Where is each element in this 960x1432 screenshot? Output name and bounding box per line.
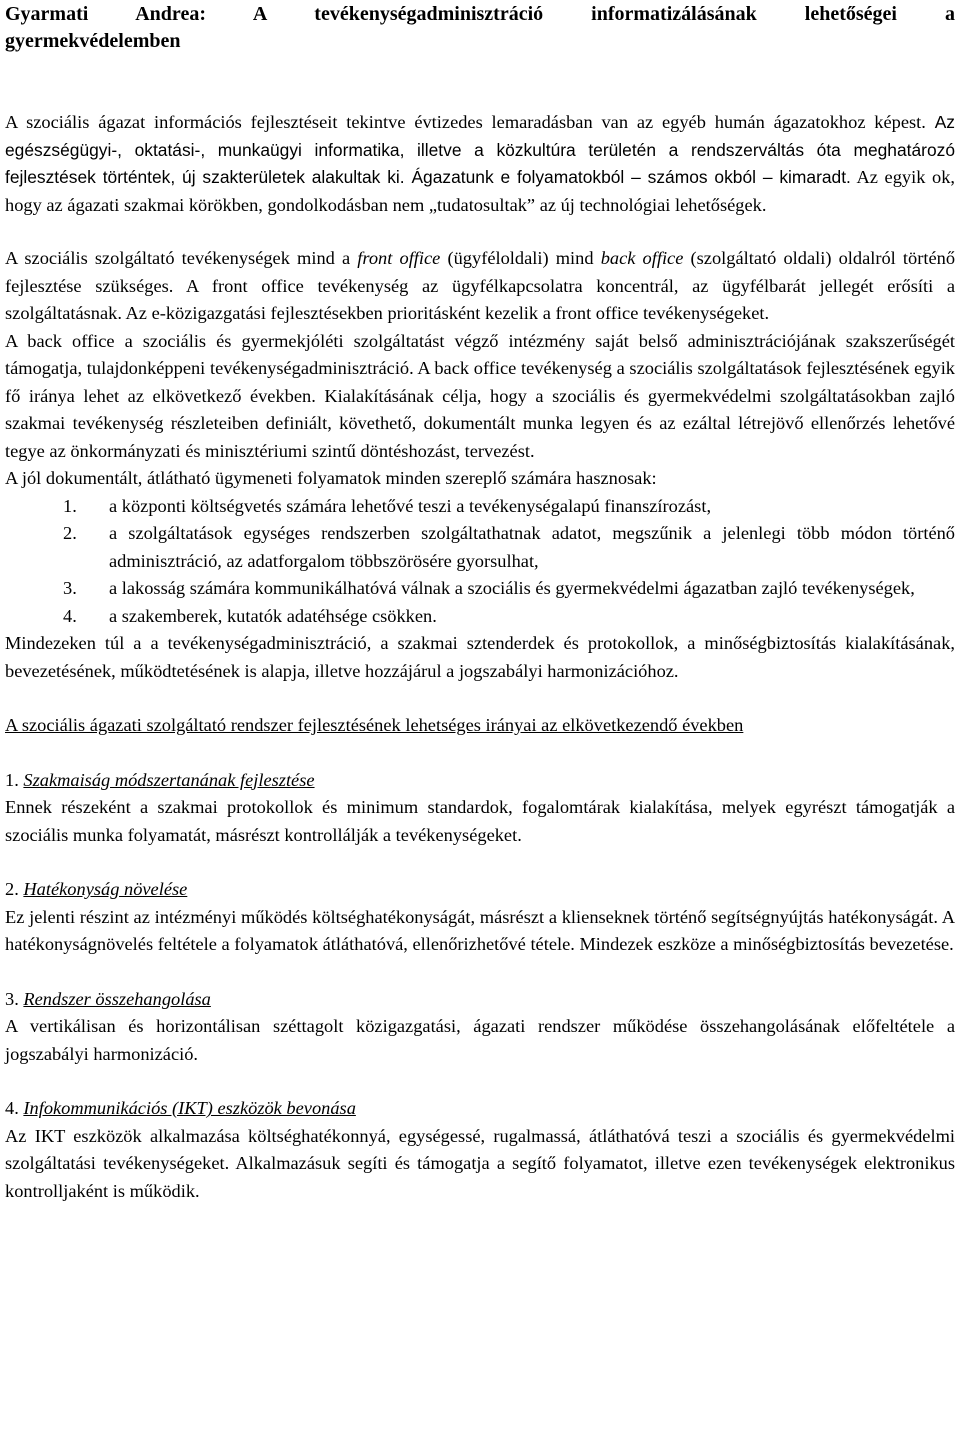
subsection-number: 1. <box>5 769 24 790</box>
list-item-text: a szakemberek, kutatók adatéhsége csökken. <box>109 605 437 626</box>
list-item-number: 4. <box>63 605 77 626</box>
subsection-body: A vertikálisan és horizontálisan széttagolt közigazgatási, ágazati rendszer működése összehangolásának előfeltétele a jogszabályi harmonizáció. <box>5 1016 955 1064</box>
intro-part-1: A szociális ágazat információs fejlesztéseit tekintve évtizedes lemaradásban van az egyéb humán ágazatokhoz képest. <box>5 112 935 132</box>
list-item-text: a lakosság számára kommunikálhatóvá válnak a szociális és gyermekvédelmi ágazatban zajló tevékenységek, <box>109 578 915 598</box>
list-item <box>5 493 955 521</box>
subsection-1 <box>5 767 955 850</box>
list-item <box>5 520 955 575</box>
list-item-number: 3. <box>63 578 77 598</box>
list-item-text: a központi költségvetés számára lehetővé teszi a tevékenységalapú finanszírozást, <box>109 495 712 516</box>
spacer <box>5 1068 955 1095</box>
section-heading: A szociális ágazati szolgáltató rendszer fejlesztésének lehetséges irányai az elkövetkezendő években <box>5 715 744 735</box>
subsection-number: 2. <box>5 879 24 899</box>
title-line-1: Gyarmati Andrea: A tevékenységadminisztráció informatizálásának lehetőségei a <box>5 3 955 25</box>
spacer <box>5 740 955 767</box>
title-line-2: gyermekvédelemben <box>5 30 181 52</box>
subsection-heading <box>5 876 955 904</box>
spacer <box>5 685 955 712</box>
spacer <box>5 219 955 245</box>
list-intro: A jól dokumentált, átlátható ügymeneti folyamatok minden szereplő számára hasznosak: <box>5 468 657 488</box>
document-page <box>5 0 955 1205</box>
subsection-number: 4. <box>5 1098 24 1118</box>
spacer <box>5 959 955 986</box>
subsection-title: Hatékonyság növelése <box>23 879 188 899</box>
subsection-heading <box>5 1095 955 1123</box>
spacer <box>5 849 955 876</box>
list-item-number: 2. <box>63 523 77 543</box>
front-back-office-paragraph <box>5 245 955 328</box>
subsection-2 <box>5 876 955 959</box>
subsection-body: Ennek részeként a szakmai protokollok és minimum standardok, fogalomtárak kialakítása, melyek egyrészt támogatják a szociális munka folyamatát, másrészt kontrollálják a tevékenységeket. <box>5 797 955 845</box>
document-title <box>5 0 955 55</box>
back-office-paragraph: A back office a szociális és gyermekjóléti szolgáltatást végző intézmény saját belső adminisztrációjának szakszerűségét támogatja, tulajdonképpeni tevékenységadminisztráció. A back office tevékenység a szociális szolgáltatások fejlesztésének egyik fő iránya lehet az elkövetkező években. Kialakításának célja, hogy a szociális és gyermekvédelmi szolgáltatásokban zajló szakmai tevékenység részleteiben definiált, követhető, dokumentált munka legyen és az ezáltal létrejövő ellenőrzés lehetővé tegye az önkormányzati és minisztériumi szintű döntéshozást, tervezést. <box>5 330 955 461</box>
subsection-body: Ez jelenti részint az intézményi működés költséghatékonyságát, másrészt a klienseknek történő segítségnyújtás hatékonyságát. A hatékonyságnövelés feltétele a folyamatok átláthatóvá, ellenőrizhetővé tétele. Mindezek eszköze a minőségbiztosítás bevezetése. <box>5 906 955 954</box>
list-item-text: a szolgáltatások egységes rendszerben szolgáltathatnak adatot, megszűnik a jelenlegi több módon történő adminisztráció, az adatforgalom többszörösére gyorsulhat, <box>109 523 955 571</box>
subsection-4 <box>5 1095 955 1205</box>
front-office-italic: front office <box>357 248 441 268</box>
subsection-title: Rendszer összehangolása <box>23 988 211 1009</box>
list-item <box>5 603 955 631</box>
subsection-number: 3. <box>5 988 24 1009</box>
intro-paragraph <box>5 109 955 219</box>
subsection-3 <box>5 986 955 1069</box>
intro-part-2: Az egészségügyi-, oktatási-, munkaügyi informatika, illetve a közkultúra területén a rendszerváltás óta meghatározó fejlesztések történtek, új szakterületek alakultak ki. Ágazatunk e folyamatokból – számos okból – kimaradt. <box>5 112 955 187</box>
subsection-title: Szakmaiság módszertanának fejlesztése <box>23 769 315 790</box>
intro-part-3: Az egyik ok, hogy az ágazati szakmai körökben, gondolkodásban nem „tudatosultak” az új technológiai lehetőségek. <box>5 167 955 215</box>
text-run: A szociális szolgáltató tevékenységek mind a <box>5 248 358 268</box>
subsection-heading <box>5 986 955 1014</box>
list-item <box>5 575 955 603</box>
text-run: (szolgáltató oldali) oldalról történő fejlesztése szükséges. A front office tevékenység az ügyfélkapcsolatra koncentrál, az ügyfélbarát jellegét erősíti a szolgáltatásnak. Az e-közigazgatási fejlesztésekben prioritásként kezelik a front office tevékenységeket. <box>5 248 956 323</box>
subsection-body: Az IKT eszközök alkalmazása költséghatékonnyá, egységessé, rugalmassá, átláthatóvá teszi a szociális és gyermekvédelmi szolgáltatási tevékenységeket. Alkalmazásuk segíti és támogatja a segítő folyamatot, illetve ezen tevékenységek elektronikus kontrolljaként is működik. <box>5 1125 955 1201</box>
list-item-number: 1. <box>63 495 77 516</box>
back-office-italic: back office <box>600 248 684 268</box>
benefits-list <box>5 493 955 631</box>
closing-paragraph: Mindezeken túl a a tevékenységadminisztráció, a szakmai sztenderdek és protokollok, a minőségbiztosítás kialakításának, bevezetésének, működtetésének is alapja, illetve hozzájárul a jogszabályi harmonizációhoz. <box>5 633 955 681</box>
text-run: (ügyféloldali) mind <box>440 248 601 268</box>
spacer <box>5 55 955 109</box>
subsection-heading <box>5 767 955 795</box>
subsection-title: Infokommunikációs (IKT) eszközök bevonása <box>23 1098 356 1118</box>
